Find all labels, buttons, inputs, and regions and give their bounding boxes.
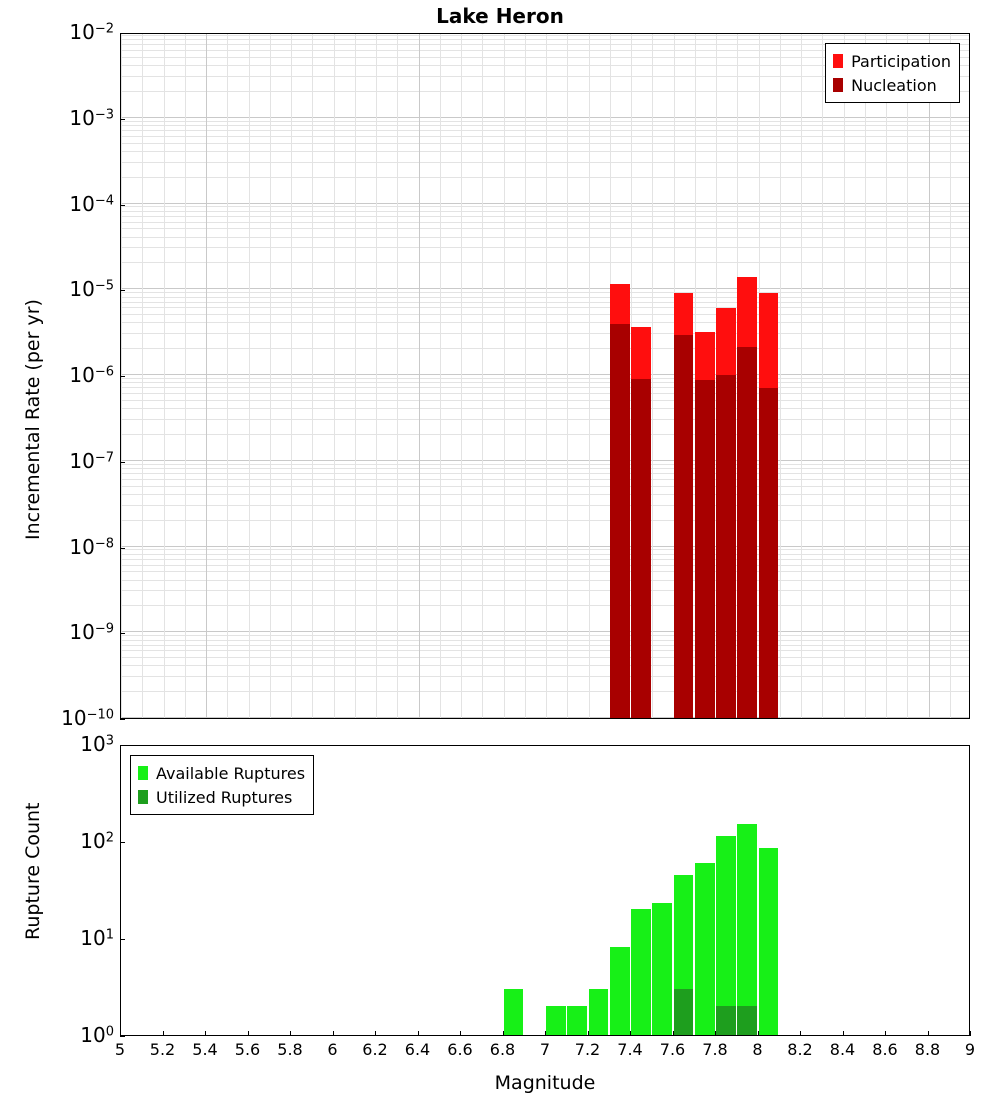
y-tick-label: $10^3$ [80, 732, 114, 756]
gridline-vertical [907, 34, 908, 718]
incremental-rate-legend-item [833, 73, 951, 97]
y-tick-label: $10^2$ [80, 829, 114, 853]
gridline-vertical [185, 34, 186, 718]
gridline-vertical [780, 34, 781, 718]
bar-available-ruptures [546, 1006, 566, 1035]
x-tick-mark [970, 1031, 971, 1036]
x-tick-mark [333, 1031, 334, 1036]
gridline-vertical [440, 34, 441, 718]
y-tick-mark [120, 1036, 125, 1037]
gridline-vertical [950, 34, 951, 718]
gridline-vertical [865, 34, 866, 718]
bar-available-ruptures [504, 989, 524, 1035]
bar-nucleation [695, 380, 715, 718]
y-axis-label-top: Incremental Rate (per yr) [22, 299, 44, 540]
legend-swatch-icon [138, 766, 148, 780]
bar-utilized-ruptures [737, 1006, 757, 1035]
y-tick-label: $10^{-8}$ [69, 534, 114, 559]
y-tick-mark [120, 376, 125, 377]
x-tick-label: 5.6 [234, 1040, 261, 1059]
bar-utilized-ruptures [674, 989, 694, 1035]
legend-swatch-icon [138, 790, 148, 804]
gridline-vertical [270, 34, 271, 718]
x-tick-mark [715, 1031, 716, 1036]
incremental-rate-legend [825, 43, 960, 103]
gridline-vertical [589, 34, 590, 718]
x-tick-label: 6.8 [489, 1040, 516, 1059]
y-tick-label: $10^{-6}$ [69, 363, 114, 387]
x-tick-label: 7.4 [617, 1040, 643, 1059]
bar-nucleation [737, 347, 757, 718]
x-axis-label: Magnitude [494, 1072, 596, 1094]
gridline-vertical [249, 34, 250, 718]
x-tick-mark [885, 1031, 886, 1036]
legend-label: Participation [851, 51, 951, 71]
x-tick-label: 5.2 [149, 1040, 176, 1059]
x-tick-mark [673, 1031, 674, 1036]
gridline-vertical [929, 34, 930, 718]
bar-available-ruptures [737, 824, 757, 1035]
x-tick-label: 8 [752, 1040, 763, 1059]
x-tick-mark [503, 1031, 504, 1036]
gridline-vertical [142, 34, 143, 718]
rupture-count-legend [130, 755, 314, 815]
x-tick-label: 8.6 [872, 1040, 898, 1059]
gridline-vertical [206, 34, 207, 718]
x-tick-mark [120, 1031, 121, 1036]
x-tick-label: 8.2 [787, 1040, 813, 1059]
x-tick-label: 7 [539, 1040, 551, 1059]
x-tick-mark [758, 1031, 759, 1036]
y-tick-label: $10^{-4}$ [69, 191, 114, 216]
x-tick-label: 6 [327, 1040, 338, 1059]
gridline-vertical [419, 34, 420, 718]
legend-swatch-icon [833, 54, 843, 68]
y-tick-label: $10^{-7}$ [69, 448, 114, 473]
y-tick-mark [120, 119, 125, 120]
incremental-rate-plot [120, 33, 970, 719]
bar-available-ruptures [759, 848, 779, 1035]
x-tick-label: 5.8 [277, 1040, 303, 1059]
y-tick-mark [120, 842, 125, 843]
x-tick-label: 5 [114, 1040, 126, 1059]
y-tick-mark [120, 633, 125, 634]
y-tick-mark [120, 719, 125, 720]
bar-nucleation [610, 324, 630, 718]
y-tick-mark [120, 462, 125, 463]
gridline-vertical [886, 34, 887, 718]
x-tick-mark [375, 1031, 376, 1036]
x-tick-mark [545, 1031, 546, 1036]
x-tick-mark [163, 1031, 164, 1036]
gridline-vertical [801, 34, 802, 718]
bar-nucleation [716, 375, 736, 718]
x-tick-label: 5.4 [192, 1040, 218, 1059]
y-tick-label: $10^{-10}$ [61, 706, 114, 730]
rupture-count-plot [120, 745, 970, 1036]
x-tick-label: 7.2 [574, 1040, 601, 1059]
gridline-vertical [525, 34, 526, 718]
bar-available-ruptures [589, 989, 609, 1035]
gridline-vertical [376, 34, 377, 718]
bar-nucleation [759, 388, 779, 718]
rupture-count-legend-item [138, 785, 305, 809]
x-tick-label: 8.4 [829, 1040, 856, 1059]
legend-swatch-icon [833, 78, 843, 92]
x-tick-label: 6.6 [447, 1040, 473, 1059]
x-tick-mark [928, 1031, 929, 1036]
rupture-count-legend-item [138, 761, 305, 785]
x-tick-mark [418, 1031, 419, 1036]
gridline-vertical [164, 34, 165, 718]
y-tick-label: $10^{-9}$ [69, 620, 114, 645]
gridline-vertical [652, 34, 653, 718]
y-tick-mark [120, 205, 125, 206]
y-tick-label: $10^1$ [80, 926, 114, 950]
bar-available-ruptures [610, 947, 630, 1035]
bar-available-ruptures [631, 909, 651, 1035]
gridline-vertical [312, 34, 313, 718]
y-tick-label: $10^{-2}$ [69, 20, 114, 44]
x-tick-label: 7.6 [659, 1040, 686, 1059]
y-tick-mark [120, 290, 125, 291]
legend-label: Nucleation [851, 75, 937, 95]
x-tick-label: 6.4 [404, 1040, 431, 1059]
x-tick-mark [630, 1031, 631, 1036]
gridline-vertical [461, 34, 462, 718]
gridline-vertical [355, 34, 356, 718]
x-tick-mark [290, 1031, 291, 1036]
bar-available-ruptures [695, 863, 715, 1035]
gridline-vertical [546, 34, 547, 718]
x-tick-mark [460, 1031, 461, 1036]
gridline-vertical [504, 34, 505, 718]
y-tick-mark [120, 548, 125, 549]
legend-label: Utilized Ruptures [156, 787, 293, 807]
gridline-vertical [567, 34, 568, 718]
gridline-vertical [291, 34, 292, 718]
x-tick-mark [843, 1031, 844, 1036]
gridline-vertical [482, 34, 483, 718]
x-tick-mark [800, 1031, 801, 1036]
y-tick-label: $10^{-5}$ [69, 277, 114, 302]
y-tick-label: $10^0$ [80, 1023, 114, 1047]
gridline-vertical [227, 34, 228, 718]
bar-available-ruptures [567, 1006, 587, 1035]
gridline-vertical [844, 34, 845, 718]
bar-nucleation [674, 335, 694, 718]
legend-label: Available Ruptures [156, 763, 306, 783]
x-tick-mark [588, 1031, 589, 1036]
y-axis-label-bottom: Rupture Count [22, 802, 44, 940]
y-tick-label: $10^{-3}$ [69, 105, 114, 130]
bar-available-ruptures [652, 903, 672, 1035]
x-tick-label: 9 [964, 1040, 976, 1059]
bar-nucleation [631, 379, 651, 718]
gridline-vertical [334, 34, 335, 718]
x-tick-label: 6.2 [362, 1040, 388, 1059]
bar-utilized-ruptures [716, 1006, 736, 1035]
incremental-rate-legend-item [833, 49, 951, 73]
x-tick-mark [205, 1031, 206, 1036]
x-tick-mark [248, 1031, 249, 1036]
gridline-vertical [397, 34, 398, 718]
x-tick-label: 7.8 [702, 1040, 728, 1059]
y-tick-mark [120, 33, 125, 34]
y-tick-mark [120, 745, 125, 746]
y-tick-mark [120, 939, 125, 940]
gridline-vertical [822, 34, 823, 718]
x-tick-label: 8.8 [914, 1040, 941, 1059]
page-title: Lake Heron [436, 4, 564, 28]
incremental-rate-plot-area [121, 34, 969, 718]
